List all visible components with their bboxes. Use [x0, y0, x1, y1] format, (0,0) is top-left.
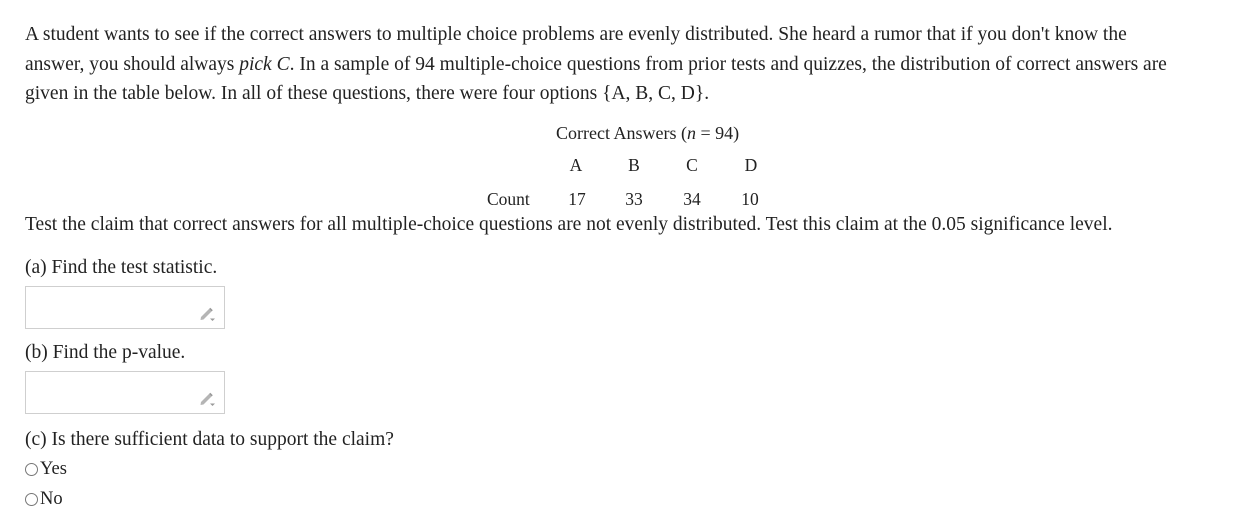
table-title-post: = 94): [695, 123, 740, 143]
claim-statement: Test the claim that correct answers for all multiple-choice questions are not evenly distributed. Test this claim at the 0.05 significance level.: [25, 214, 1113, 235]
radio-no[interactable]: [25, 493, 38, 506]
problem-line-2-emphasis: pick C: [239, 53, 290, 75]
count-c: 34: [683, 189, 701, 209]
choice-no[interactable]: [25, 489, 63, 510]
question-b: (b) Find the p-value.: [25, 342, 186, 363]
choice-yes[interactable]: [25, 459, 67, 480]
column-header-d: D: [744, 155, 758, 175]
choice-no-label: No: [40, 489, 63, 509]
pencil-icon[interactable]: [198, 306, 216, 322]
count-a: 17: [568, 189, 586, 209]
table-title-n: n: [686, 123, 696, 143]
question-a: (a) Find the test statistic.: [25, 257, 218, 278]
test-statistic-input[interactable]: [25, 286, 225, 329]
column-header-b: B: [628, 155, 640, 175]
problem-line-2: [25, 50, 1220, 80]
count-d: 10: [741, 189, 759, 209]
radio-yes[interactable]: [25, 463, 38, 476]
count-b: 33: [625, 189, 643, 209]
problem-line-1: A student wants to see if the correct answers to multiple choice problems are evenly distributed. She heard a rumor that if you don't know the: [25, 24, 1127, 45]
question-c: (c) Is there sufficient data to support the claim?: [25, 429, 394, 450]
choice-yes-label: Yes: [40, 459, 67, 479]
problem-line-2-post: . In a sample of 94 multiple-choice questions from prior tests and quizzes, the distribution of correct answers are: [289, 53, 1167, 75]
table-title: [556, 123, 739, 144]
problem-statement: [25, 20, 1220, 109]
column-header-c: C: [686, 155, 698, 175]
problem-line-3: given in the table below. In all of these questions, there were four options {A, B, C, D}.: [25, 83, 710, 104]
row-label-count: Count: [487, 189, 530, 209]
p-value-input[interactable]: [25, 371, 225, 414]
pencil-icon[interactable]: [198, 391, 216, 407]
problem-line-2-pre: answer, you should always: [25, 53, 240, 75]
table-title-pre: Correct Answers (: [556, 123, 687, 143]
column-header-a: A: [569, 155, 583, 175]
